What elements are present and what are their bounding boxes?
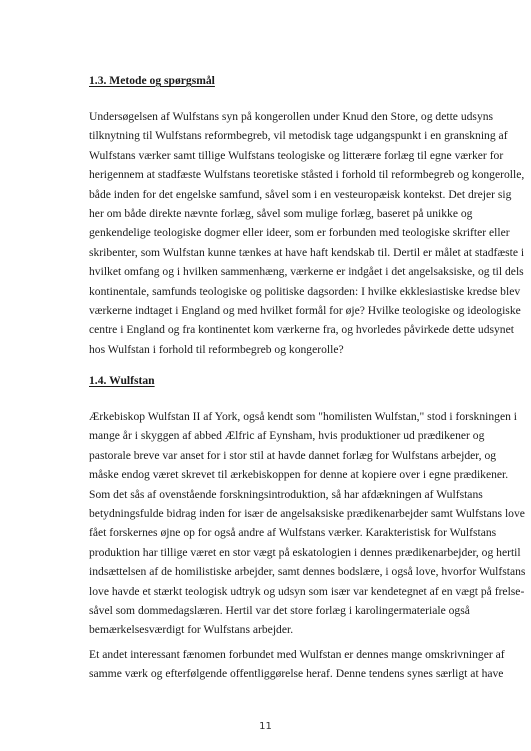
text-line: Et andet interessant fænomen forbundet med Wulfstan er dennes mange omskrivninger af xyxy=(89,648,505,661)
paragraph-wulfstan-1 xyxy=(89,407,526,640)
text-line: såvel som dommedagslæren. Hertil var det store forlæg i karolingermateriale også xyxy=(89,604,470,618)
page-number: 11 xyxy=(259,721,272,732)
text-line: produktion har tillige været en stor vægt på eskatologien i dennes prædikenarbejder, og hertil xyxy=(89,545,521,559)
section-heading-wulfstan: 1.4. Wulfstan xyxy=(89,374,155,387)
paragraph-metode xyxy=(89,107,525,359)
text-line: hvilket omfang og i hvilken sammenhæng, værkerne er indgået i det angelsaksiske, og til dels xyxy=(89,265,524,279)
text-line: både inden for det engelske samfund, såvel som i en vesteuropæisk kontekst. Det drejer sig xyxy=(89,187,512,201)
text-line: mange år i skyggen af abbed Ælfric af Eynsham, hvis produktioner ud prædikener og xyxy=(89,429,485,443)
text-line: kontinentale, samfunds teologiske og politiske dagsorden: I hvilke ekklesiastiske kredse blev xyxy=(89,284,521,298)
text-line: Ærkebiskop Wulfstan II af York, også kendt som "homilisten Wulfstan," stod i forskningen i xyxy=(89,410,518,423)
text-line: pastorale breve var anset for i stor stil at havde dannet forlæg for Wulfstans arbejder, og xyxy=(89,448,497,462)
text-line: herigennem at stadfæste Wulfstans teoretiske ståsted i forhold til reformbegreb og kongerolle, xyxy=(89,168,525,182)
text-line: måske endog været skrevet til ærkebiskoppen for denne at kopiere over i egne prædikener. xyxy=(89,468,509,482)
text-line: Wulfstans værker samt tillige Wulfstans teologiske og litterære forlæg til egne værker for xyxy=(89,148,504,162)
text-line: genkendelige teologiske dogmer eller ideer, som er forbunden med teologiske skrifter eller xyxy=(89,226,510,240)
text-line: centre i England og fra kontinentet kom værkerne fra, og hvorledes påvirkede dette udsynet xyxy=(89,323,514,337)
text-line: fået forskernes øjne op for også andre af Wulfstans værker. Karakteristisk for Wulfstans xyxy=(89,526,497,540)
text-line: samme værk og efterfølgende offentliggørelse heraf. Denne tendens synes særligt at have xyxy=(89,667,504,681)
text-line: bemærkelsesværdigt for Wulfstans arbejder. xyxy=(89,623,294,637)
text-line: love havde et stærkt teologisk udtryk og udsyn som især var kendetegnet af en vægt på frelse- xyxy=(89,584,525,598)
section-heading-metode: 1.3. Metode og spørgsmål xyxy=(89,74,215,87)
text-line: tilknytning til Wulfstans reformbegreb, vil metodisk tage udgangspunkt i en granskning af xyxy=(89,129,508,143)
text-line: betydningsfulde bidrag inden for især de angelsaksiske prædikenarbejder samt Wulfstans love xyxy=(89,507,525,521)
paragraph-wulfstan-2 xyxy=(89,645,505,684)
text-line: skribenter, som Wulfstan kunne tænkes at have haft kendskab til. Dertil er målet at stadfæste i xyxy=(89,245,525,259)
text-line: her om både direkte nævnte forlæg, såvel som mulige forlæg, baseret på unikke og xyxy=(89,207,473,221)
text-line: indsættelsen af de homilistiske arbejder, samt dennes bodslære, i også love, hvorfor Wulfstans xyxy=(89,565,526,579)
text-line: Undersøgelsen af Wulfstans syn på kongerollen under Knud den Store, og dette udsyns xyxy=(89,110,494,123)
text-line: Som det sås af ovenstående forskningsintroduktion, så har afdækningen af Wulfstans xyxy=(89,487,483,501)
text-line: værkerne indtaget i England og med hvilket formål for øje? Hvilke teologiske og ideologiske xyxy=(89,304,521,318)
text-line: hos Wulfstan i forhold til reformbegreb og kongerolle? xyxy=(89,342,344,356)
